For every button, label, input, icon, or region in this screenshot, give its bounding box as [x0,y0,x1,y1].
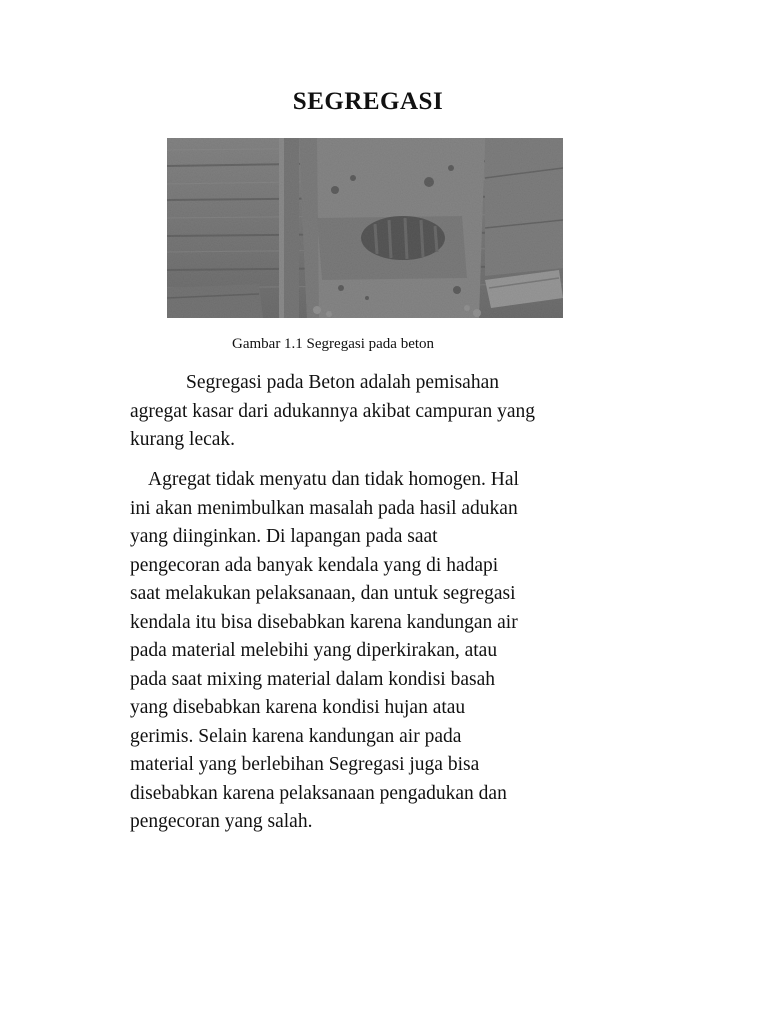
paragraph-line: gerimis. Selain karena kandungan air pada [130,725,462,747]
paragraph-line: Agregat tidak menyatu dan tidak homogen. Hal [148,469,519,490]
paragraph-line: Segregasi pada Beton adalah pemisahan [186,372,499,393]
paragraph-line: kurang lecak. [130,429,236,450]
paragraph-line: pengecoran ada banyak kendala yang di hadapi [130,554,499,576]
paragraph-line: disebabkan karena pelaksanaan pengadukan dan [130,782,507,804]
paragraph-line: pengecoran yang salah. [130,811,313,832]
paragraph-line: material yang berlebihan Segregasi juga bisa [130,754,480,775]
page-title: SEGREGASI [292,88,444,115]
concrete-segregation-photo [167,138,563,318]
paragraph-line: saat melakukan pelaksanaan, dan untuk segregasi [130,583,516,604]
paragraph-line: pada material melebihi yang diperkirakan, atau [130,640,498,661]
paragraph-line: agregat kasar dari adukannya akibat campuran yang [130,400,535,422]
paragraph-line: kendala itu bisa disebabkan karena kandungan air [130,611,518,633]
paragraph-2 [130,466,630,837]
paragraph-line: yang disebabkan karena kondisi hujan atau [130,697,466,718]
paragraph-1 [130,369,630,455]
paragraph-line: pada saat mixing material dalam kondisi basah [130,668,495,690]
paragraph-line: yang diinginkan. Di lapangan pada saat [130,526,438,547]
figure-caption: Gambar 1.1 Segregasi pada beton [232,336,435,352]
paragraph-line: ini akan menimbulkan masalah pada hasil adukan [130,497,518,519]
